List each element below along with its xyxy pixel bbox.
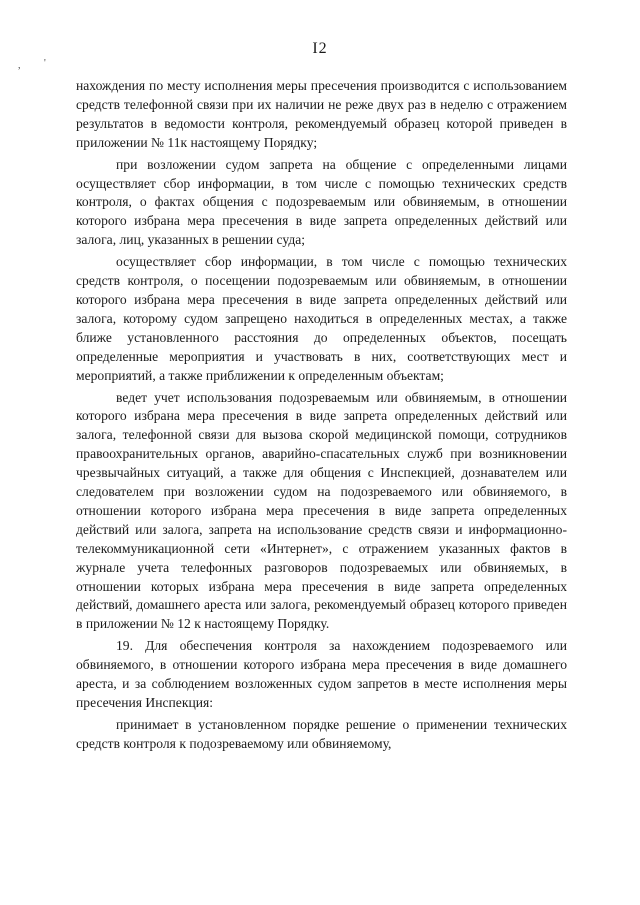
scan-speck: ' bbox=[44, 58, 46, 69]
page-number: I2 bbox=[312, 40, 328, 57]
scan-speck: , bbox=[18, 60, 21, 71]
paragraph: при возложении судом запрета на общение с определенными лицами осуществляет сбор информации, в том числе с помощью технических средств контроля, о фактах общения с подозреваемым или обвиняемым, в отношении которого избрана мера пресечения в виде запрета определенных действий или залога, лиц, указанных в решении суда; bbox=[76, 156, 567, 248]
paragraph: принимает в установленном порядке решение о применении технических средств контроля к подозреваемому или обвиняемому, bbox=[76, 716, 567, 751]
document-body bbox=[76, 77, 567, 754]
paragraph: осуществляет сбор информации, в том числе с помощью технических средств контроля, о посещении подозреваемым или обвиняемым, в отношении которого избрана мера пресечения в виде запрета определенных действий или залога, которому судом запрещено находиться в определенных местах, а также ближе установленного расстояния до определенных объектов, посещать определенные мероприятия и участвовать в них, соответствующих мест и мероприятий, а также приближении к определенным объектам; bbox=[76, 254, 567, 383]
paragraph: нахождения по месту исполнения меры пресечения производится с использованием средств телефонной связи при их наличии не реже двух раз в неделю с отражением результатов в ведомости контроля, рекомендуемый образец которой приведен в приложении № 11к настоящему Порядку; bbox=[76, 78, 567, 150]
paragraph: 19. Для обеспечения контроля за нахождением подозреваемого или обвиняемого, в отношении которого избрана мера пресечения в виде домашнего ареста, и за соблюдением возложенных судом запретов в месте исполнения меры пресечения Инспекция: bbox=[76, 638, 567, 710]
paragraph: ведет учет использования подозреваемым или обвиняемым, в отношении которого избрана мера пресечения в виде запрета определенных действий или залога, телефонной связи для вызова скорой медицинской помощи, сотрудников правоохранительных органов, аварийно-спасательных служб при возникновении чрезвычайных ситуаций, а также для общения с Инспекцией, дознавателем или следователем при возложении судом на подозреваемого или обвиняемого, в отношении которого избрана мера пресечения в виде запрета определенных действий или залога, запрета на использование средств связи и информационно-телекоммуникационной сети «Интернет», с отражением указанных фактов в журнале учета телефонных разговоров подозреваемых или обвиняемых, в отношении которых избрана мера пресечения в виде запрета определенных действий, домашнего ареста или залога, рекомендуемый образец которого приведен в приложении № 12 к настоящему Порядку. bbox=[76, 389, 567, 632]
